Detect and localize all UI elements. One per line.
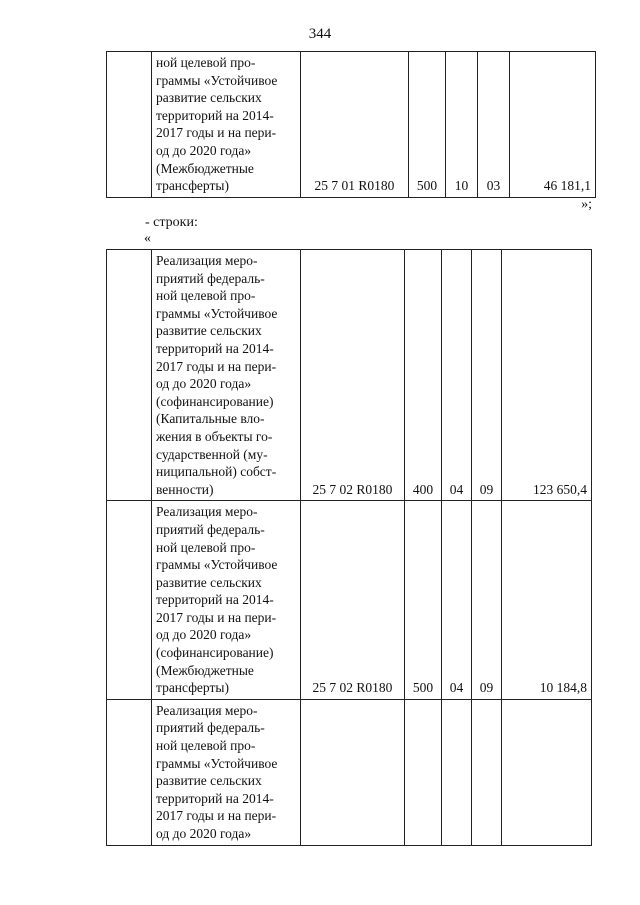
target-code-cell	[301, 699, 405, 845]
subsection-cell: 09	[472, 250, 502, 501]
closing-quote: »;	[581, 197, 592, 212]
subsection-cell: 09	[472, 501, 502, 700]
strings-label: - строки:	[145, 215, 198, 230]
section-cell	[442, 699, 472, 845]
table-row	[107, 250, 592, 501]
target-code-cell: 25 7 02 R0180	[301, 250, 405, 501]
page-number: 344	[308, 26, 332, 42]
subsection-cell: 03	[478, 52, 510, 198]
expense-type-cell: 500	[409, 52, 446, 198]
opening-quote: «	[144, 231, 151, 246]
row-number-cell	[107, 52, 152, 198]
description-cell: ной целевой про- граммы «Устойчивое развитие сельских территорий на 2014- 2017 годы и на пери- од до 2020 года» (Межбюджетные трансферты)	[152, 52, 301, 198]
budget-table-bottom	[106, 249, 592, 846]
amount-cell: 46 181,1	[510, 52, 596, 198]
expense-type-cell: 400	[405, 250, 442, 501]
row-number-cell	[107, 699, 152, 845]
section-cell: 04	[442, 250, 472, 501]
expense-type-cell	[405, 699, 442, 845]
table-row	[107, 52, 596, 198]
section-cell: 04	[442, 501, 472, 700]
table-row	[107, 501, 592, 700]
target-code-cell: 25 7 01 R0180	[301, 52, 409, 198]
description-cell: Реализация меро- приятий федераль- ной целевой про- граммы «Устойчивое развитие сельских территорий на 2014- 2017 годы и на пери- од до 2020 года» (софинансирование) (Межбюджетные трансферты)	[152, 501, 301, 700]
section-cell: 10	[446, 52, 478, 198]
description-cell: Реализация меро- приятий федераль- ной целевой про- граммы «Устойчивое развитие сельских территорий на 2014- 2017 годы и на пери- од до 2020 года»	[152, 699, 301, 845]
subsection-cell	[472, 699, 502, 845]
description-cell: Реализация меро- приятий федераль- ной целевой про- граммы «Устойчивое развитие сельских территорий на 2014- 2017 годы и на пери- од до 2020 года» (софинансирование) (Капитальные вло- жения в объекты го- сударственной (му- ниципальной) собст- венности)	[152, 250, 301, 501]
budget-table-top	[106, 51, 596, 198]
row-number-cell	[107, 501, 152, 700]
target-code-cell: 25 7 02 R0180	[301, 501, 405, 700]
expense-type-cell: 500	[405, 501, 442, 700]
table-row	[107, 699, 592, 845]
amount-cell: 10 184,8	[502, 501, 592, 700]
amount-cell: 123 650,4	[502, 250, 592, 501]
amount-cell	[502, 699, 592, 845]
row-number-cell	[107, 250, 152, 501]
